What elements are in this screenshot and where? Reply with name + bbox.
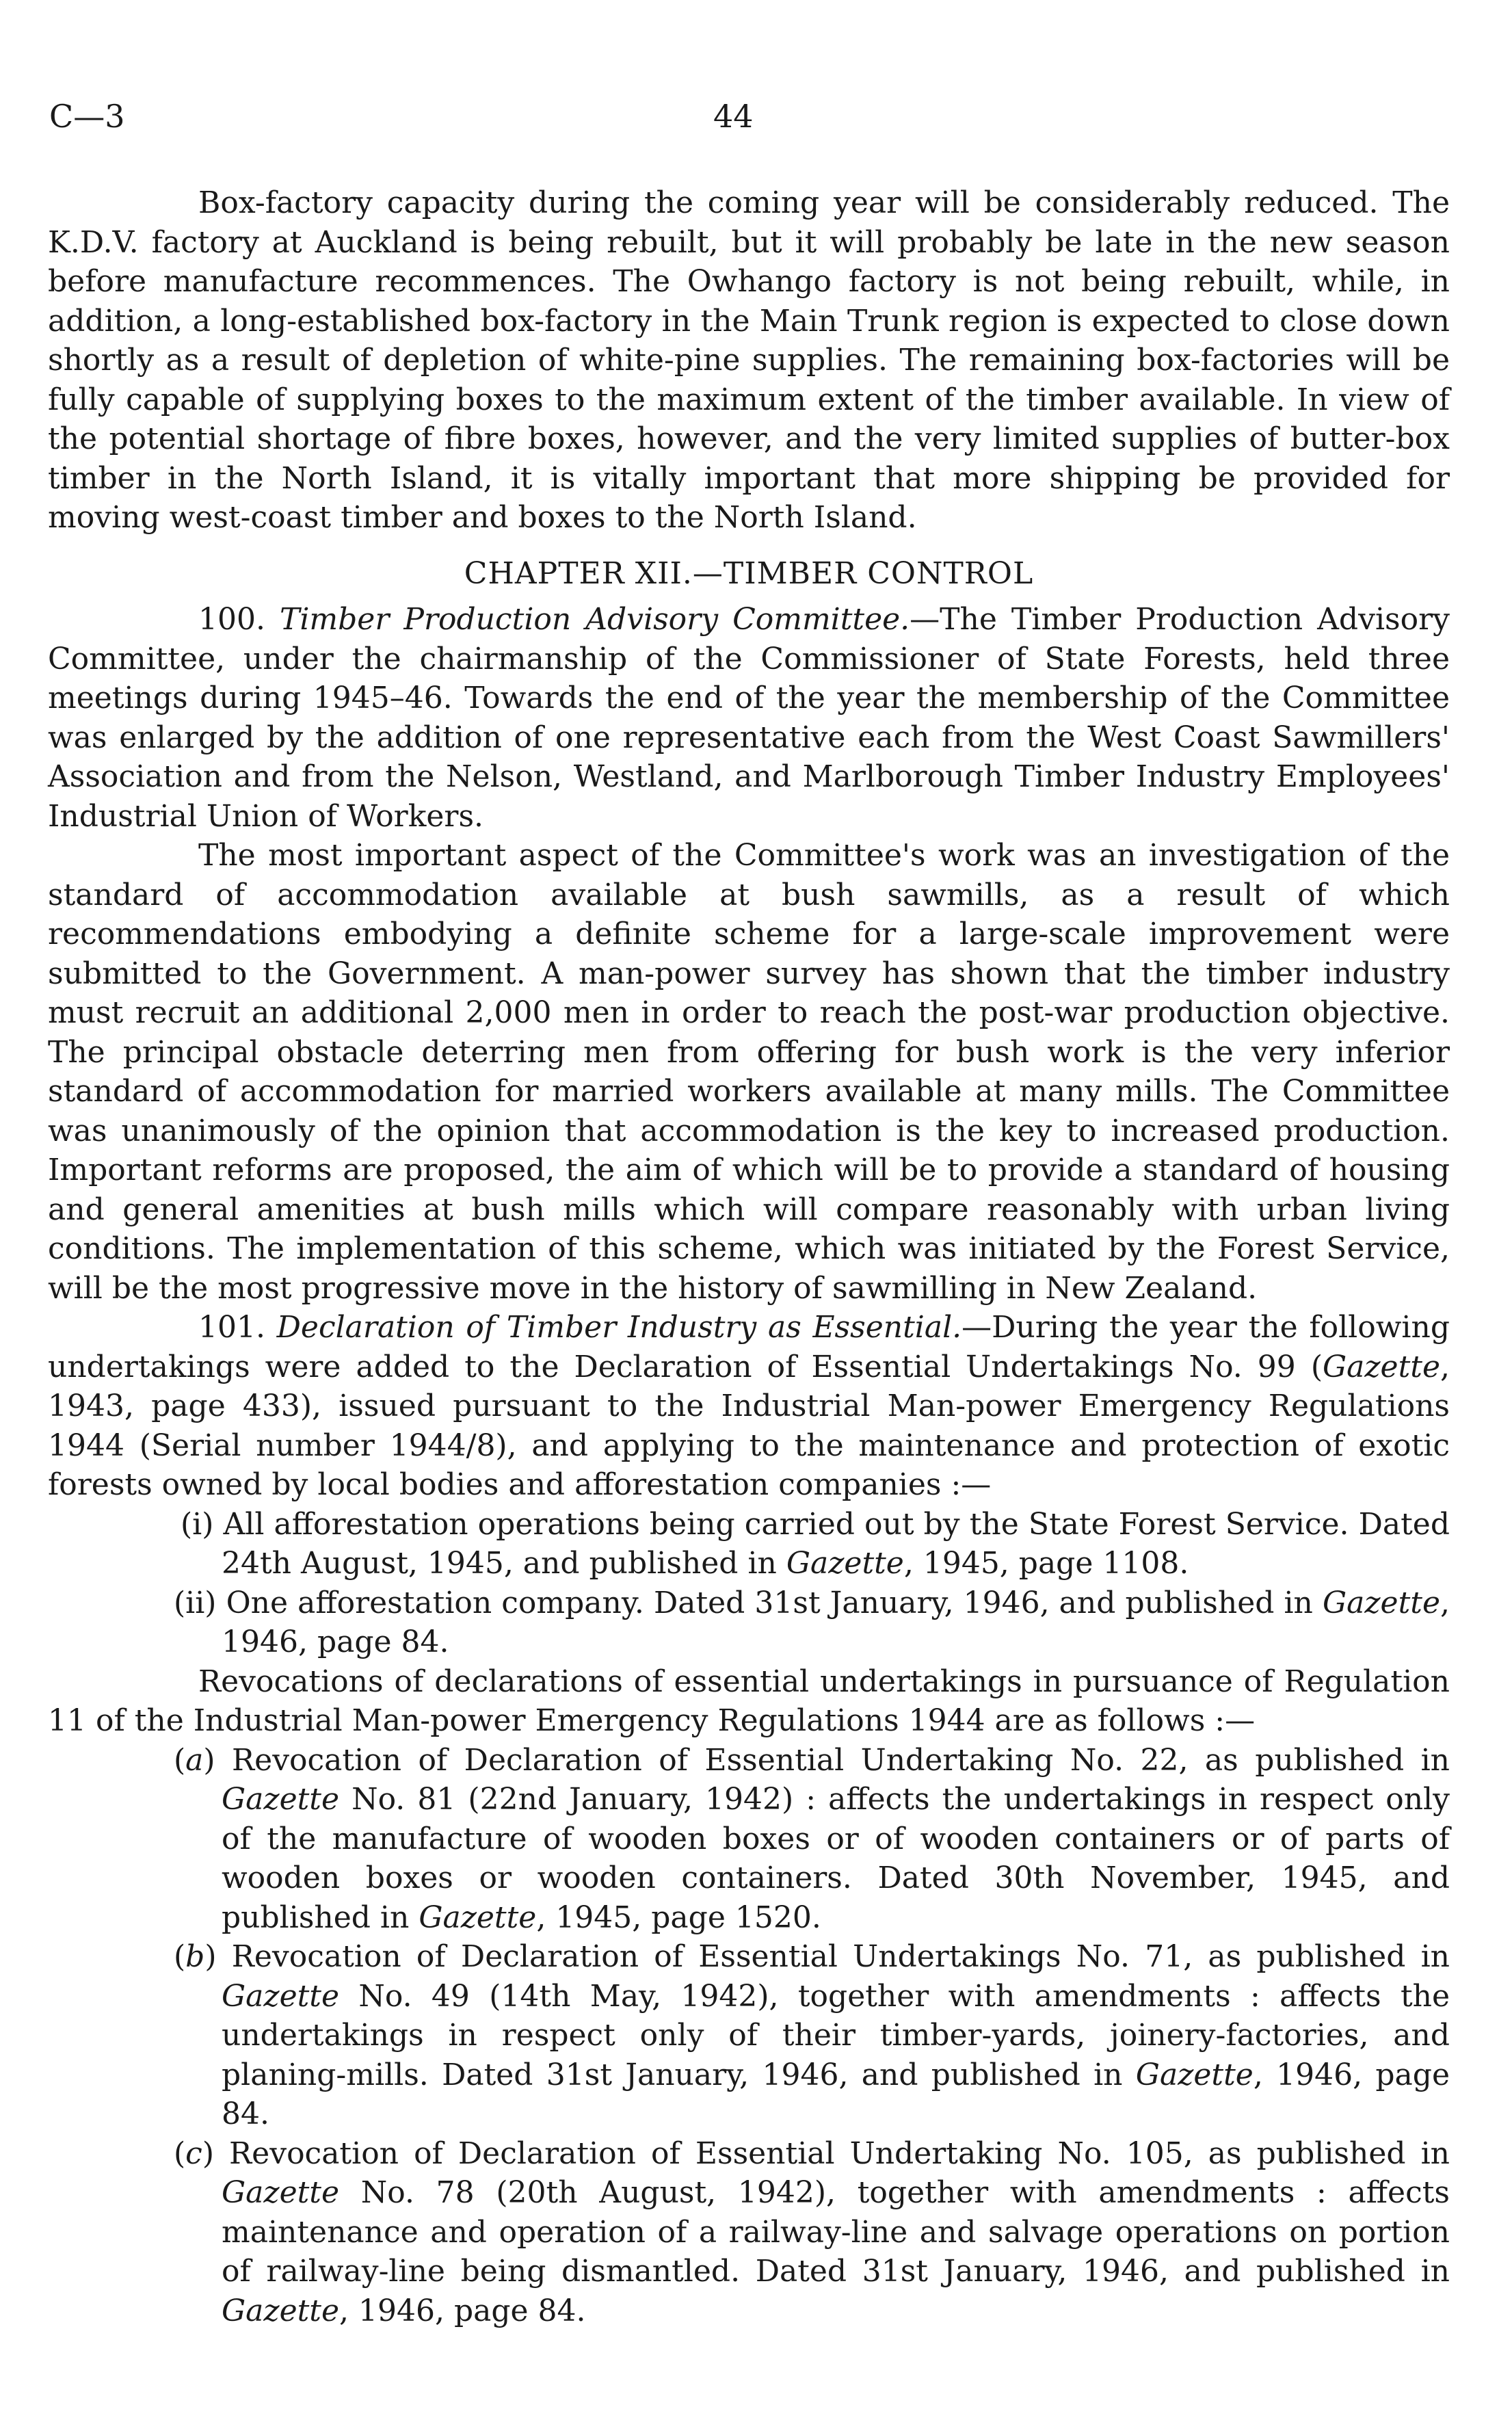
- addition-item-ii: [48, 1583, 1450, 1662]
- addition-text-b: , 1946, page 84.: [222, 1585, 1450, 1659]
- section-101-number: 101.: [198, 1310, 265, 1345]
- revocation-text-a: Revocation of Declaration of Essential Undertaking No. 22, as published in: [215, 1742, 1450, 1778]
- addition-text-a: All afforestation operations being carried out by the State Forest Service. Dated 24th August, 1945, and published in: [222, 1506, 1450, 1581]
- revocation-gazette: Gazette: [1135, 2057, 1254, 2092]
- intro-paragraph: Box-factory capacity during the coming year will be considerably reduced. The K.D.V. factory at Auckland is being rebuilt, but it will probably be late in the new season before manufacture recommences. The Owhango factory is not being rebuilt, while, in addition, a long-established box-factory in the Main Trunk region is expected to close down shortly as a result of depletion of white-pine supplies. The remaining box-factories will be fully capable of supplying boxes to the maximum extent of the timber available. In view of the potential shortage of fibre boxes, however, and the very limited supplies of butter-box timber in the North Island, it is vitally important that more shipping be provided for moving west-coast timber and boxes to the North Island.: [48, 185, 1450, 535]
- section-101-text-a: —During the year the following undertakings were added to the Declaration of Essential Undertakings No. 99 (: [48, 1310, 1450, 1384]
- revocation-label: (c): [174, 2136, 214, 2171]
- committee-work-paragraph: The most important aspect of the Committee's work was an investigation of the standard of accommodation available at bush sawmills, as a result of which recommendations embodying a definite scheme for a large-scale improvement were submitted to the Government. A man-power survey has shown that the timber industry must recruit an additional 2,000 men in order to reach the post-war production objective. The principal obstacle deterring men from offering for bush work is the very inferior standard of accommodation for married workers available at many mills. The Committee was unanimously of the opinion that accommodation is the key to increased production. Important reforms are proposed, the aim of which will be to provide a standard of housing and general amenities at bush mills which will compare reasonably with urban living conditions. The implementation of this scheme, which was initiated by the Forest Service, will be the most progressive move in the history of sawmilling in New Zealand.: [48, 838, 1450, 1306]
- revocation-gazette: Gazette: [222, 2293, 340, 2328]
- revocation-item-b: [48, 1937, 1450, 2134]
- chapter-heading: CHAPTER XII.—TIMBER CONTROL: [464, 555, 1034, 591]
- addition-gazette: Gazette: [1322, 1585, 1440, 1620]
- revocation-text-c: , 1946, page 84.: [222, 2057, 1450, 2131]
- revocation-label: (b): [174, 1939, 217, 1974]
- addition-label: (i): [181, 1506, 214, 1542]
- revocation-text-b: No. 78 (20th August, 1942), together with amendments : affects maintenance and operation of a railway-line and salvage operations on portion of railway-line being dismantled. Dated 31st January, 1946, and published in: [222, 2175, 1450, 2289]
- revocations-intro: Revocations of declarations of essential undertakings in pursuance of Regulation 11 of the Industrial Man-power Emergency Regulations 1944 are as follows :—: [48, 1664, 1450, 1738]
- section-101-text-b: , 1943, page 433), issued pursuant to the Industrial Man-power Emergency Regulations 1944 (Serial number 1944/8), and applying to the maintenance and protection of exotic forests owned by local bodies and afforestation companies :—: [48, 1349, 1450, 1502]
- page-reference: C—3: [49, 98, 125, 135]
- revocation-label: (a): [174, 1742, 215, 1778]
- section-100-number: 100.: [198, 602, 265, 637]
- revocation-text-c: , 1946, page 84.: [339, 2293, 586, 2328]
- revocation-item-c: [48, 2134, 1450, 2331]
- page-number: 44: [713, 98, 754, 135]
- section-100-paragraph: [48, 600, 1450, 836]
- revocation-text-b: No. 49 (14th May, 1942), together with amendments : affects the undertakings in respect only of their timber-yards, joinery-factories, and planing-mills. Dated 31st January, 1946, and published in: [222, 1978, 1450, 2092]
- revocation-gazette: Gazette: [222, 1978, 340, 2014]
- addition-text-a: One afforestation company. Dated 31st January, 1946, and published in: [226, 1585, 1323, 1620]
- section-100-text: —The Timber Production Advisory Committee, under the chairmanship of the Commissioner of State Forests, held three meetings during 1945–46. Towards the end of the year the membership of the Committee was enlarged by the addition of one representative each from the West Coast Sawmillers' Association and from the Nelson, Westland, and Marlborough Timber Industry Employees' Industrial Union of Workers.: [48, 602, 1450, 834]
- section-101-gazette: Gazette: [1322, 1349, 1440, 1384]
- addition-text-b: , 1945, page 1108.: [903, 1546, 1189, 1581]
- section-101-title: Declaration of Timber Industry as Essential.: [276, 1310, 962, 1345]
- revocation-gazette: Gazette: [222, 2175, 340, 2210]
- revocation-gazette: Gazette: [222, 1782, 340, 1817]
- addition-gazette: Gazette: [786, 1546, 904, 1581]
- section-100-title: Timber Production Advisory Committee.: [279, 602, 910, 637]
- revocation-text-b: No. 81 (22nd January, 1942) : affects the undertakings in respect only of the manufacture of wooden boxes or of wooden containers or of parts of wooden boxes or wooden containers. Dated 30th November, 1945, and published in: [222, 1782, 1450, 1935]
- revocation-text-a: Revocation of Declaration of Essential Undertakings No. 71, as published in: [216, 1939, 1450, 1974]
- section-101-paragraph: [48, 1308, 1450, 1505]
- revocation-text-c: , 1945, page 1520.: [536, 1900, 821, 1935]
- revocation-gazette: Gazette: [419, 1900, 537, 1935]
- addition-label: (ii): [174, 1585, 217, 1620]
- revocation-item-a: [48, 1741, 1450, 1938]
- document-body: [48, 183, 1450, 2330]
- addition-item-i: [48, 1505, 1450, 1583]
- revocation-text-a: Revocation of Declaration of Essential Undertaking No. 105, as published in: [214, 2136, 1450, 2171]
